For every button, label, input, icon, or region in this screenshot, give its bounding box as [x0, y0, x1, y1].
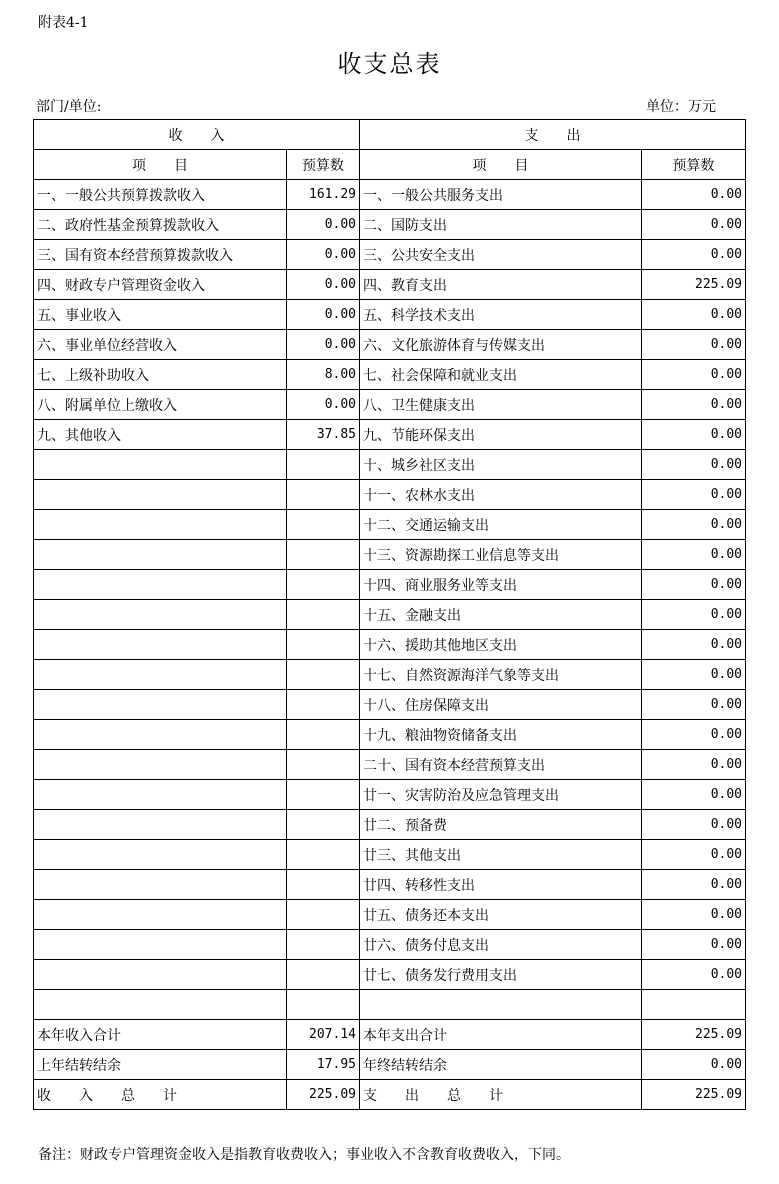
expense-item-cell: 十五、金融支出: [360, 600, 642, 630]
dept-label: 部门/单位:: [36, 99, 102, 115]
unit-label: 单位：万元: [646, 99, 716, 115]
income-value-cell: [287, 720, 360, 750]
expense-value-cell: 0.00: [642, 780, 746, 810]
income-value-cell: 0.00: [287, 210, 360, 240]
blank-row: [34, 990, 746, 1020]
income-value-cell: [287, 450, 360, 480]
income-item-cell: [34, 900, 287, 930]
total-income-value: 207.14: [287, 1020, 360, 1050]
expense-item-cell: 四、教育支出: [360, 270, 642, 300]
income-item-cell: [34, 810, 287, 840]
table-row: [34, 900, 746, 930]
income-value-cell: [287, 750, 360, 780]
table-row: [34, 180, 746, 210]
expense-value-cell: 0.00: [642, 870, 746, 900]
expense-item-cell: 十八、住房保障支出: [360, 690, 642, 720]
expense-item-cell: 十六、援助其他地区支出: [360, 630, 642, 660]
expense-item-cell: 廿七、债务发行费用支出: [360, 960, 642, 990]
expense-value-cell: 0.00: [642, 720, 746, 750]
blank-cell: [287, 990, 360, 1020]
income-item-cell: 四、财政专户管理资金收入: [34, 270, 287, 300]
expense-item-cell: 八、卫生健康支出: [360, 390, 642, 420]
expense-item-cell: 十七、自然资源海洋气象等支出: [360, 660, 642, 690]
income-value-cell: 8.00: [287, 360, 360, 390]
total-row: [34, 1020, 746, 1050]
income-value-cell: [287, 540, 360, 570]
column-header-row: [34, 150, 746, 180]
income-item-cell: 五、事业收入: [34, 300, 287, 330]
expense-value-cell: 0.00: [642, 420, 746, 450]
table-row: [34, 390, 746, 420]
income-value-cell: 0.00: [287, 390, 360, 420]
income-item-header: 项 目: [34, 150, 287, 180]
expense-value-cell: 0.00: [642, 570, 746, 600]
footnote: 备注：财政专户管理资金收入是指教育收费收入；事业收入不含教育收费收入，下同。: [38, 1147, 570, 1163]
expense-value-cell: 0.00: [642, 750, 746, 780]
income-item-cell: [34, 690, 287, 720]
income-item-cell: [34, 870, 287, 900]
income-value-cell: [287, 810, 360, 840]
expense-item-cell: 七、社会保障和就业支出: [360, 360, 642, 390]
table-row: [34, 570, 746, 600]
blank-cell: [34, 990, 287, 1020]
expense-value-cell: 0.00: [642, 240, 746, 270]
income-value-cell: 161.29: [287, 180, 360, 210]
income-item-cell: 八、附属单位上缴收入: [34, 390, 287, 420]
expense-item-cell: 一、一般公共服务支出: [360, 180, 642, 210]
expense-value-cell: 0.00: [642, 390, 746, 420]
total-income-label: 上年结转结余: [34, 1050, 287, 1080]
income-value-cell: [287, 660, 360, 690]
income-value-cell: [287, 930, 360, 960]
table-row: [34, 630, 746, 660]
income-item-cell: [34, 480, 287, 510]
expense-item-cell: 二十、国有资本经营预算支出: [360, 750, 642, 780]
expense-item-cell: 十四、商业服务业等支出: [360, 570, 642, 600]
expense-item-cell: 廿二、预备费: [360, 810, 642, 840]
expense-item-cell: 五、科学技术支出: [360, 300, 642, 330]
income-value-cell: [287, 480, 360, 510]
expense-item-cell: 三、公共安全支出: [360, 240, 642, 270]
table-row: [34, 690, 746, 720]
income-value-cell: [287, 840, 360, 870]
income-value-cell: [287, 780, 360, 810]
expense-item-cell: 十二、交通运输支出: [360, 510, 642, 540]
expense-value-cell: 0.00: [642, 690, 746, 720]
table-row: [34, 240, 746, 270]
income-value-cell: [287, 690, 360, 720]
total-expense-label: 年终结转结余: [360, 1050, 642, 1080]
income-value-cell: [287, 570, 360, 600]
income-item-cell: [34, 840, 287, 870]
table-body: [34, 120, 746, 1110]
page-title: 收支总表: [337, 50, 442, 78]
expense-item-cell: 二、国防支出: [360, 210, 642, 240]
expense-value-cell: 0.00: [642, 450, 746, 480]
expense-item-cell: 十、城乡社区支出: [360, 450, 642, 480]
expense-item-cell: 廿三、其他支出: [360, 840, 642, 870]
expense-value-cell: 0.00: [642, 630, 746, 660]
blank-cell: [642, 990, 746, 1020]
attachment-label: 附表4-1: [38, 15, 89, 31]
table-row: [34, 360, 746, 390]
table-row: [34, 930, 746, 960]
income-item-cell: 六、事业单位经营收入: [34, 330, 287, 360]
expense-value-cell: 0.00: [642, 960, 746, 990]
expense-budget-header: 预算数: [642, 150, 746, 180]
income-item-cell: [34, 570, 287, 600]
table-row: [34, 420, 746, 450]
expense-value-cell: 0.00: [642, 930, 746, 960]
table-row: [34, 510, 746, 540]
expense-value-cell: 0.00: [642, 300, 746, 330]
income-value-cell: [287, 960, 360, 990]
income-value-cell: 0.00: [287, 330, 360, 360]
table-row: [34, 270, 746, 300]
expense-item-cell: 廿五、债务还本支出: [360, 900, 642, 930]
income-item-cell: [34, 750, 287, 780]
expense-value-cell: 0.00: [642, 900, 746, 930]
expense-item-cell: 十一、农林水支出: [360, 480, 642, 510]
expense-value-cell: 0.00: [642, 480, 746, 510]
table-row: [34, 330, 746, 360]
total-income-value: 17.95: [287, 1050, 360, 1080]
blank-cell: [360, 990, 642, 1020]
income-budget-header: 预算数: [287, 150, 360, 180]
table-row: [34, 780, 746, 810]
table-row: [34, 960, 746, 990]
income-item-cell: [34, 930, 287, 960]
income-value-cell: [287, 900, 360, 930]
income-item-cell: [34, 630, 287, 660]
total-income-value: 225.09: [287, 1080, 360, 1110]
section-expense-header: 支 出: [360, 120, 746, 150]
expense-item-cell: 十三、资源勘探工业信息等支出: [360, 540, 642, 570]
expense-item-cell: 九、节能环保支出: [360, 420, 642, 450]
income-value-cell: [287, 510, 360, 540]
income-item-cell: [34, 660, 287, 690]
income-item-cell: 九、其他收入: [34, 420, 287, 450]
table-row: [34, 300, 746, 330]
expense-value-cell: 0.00: [642, 510, 746, 540]
expense-value-cell: 0.00: [642, 600, 746, 630]
income-item-cell: [34, 510, 287, 540]
table-row: [34, 870, 746, 900]
expense-item-cell: 十九、粮油物资储备支出: [360, 720, 642, 750]
total-expense-value: 0.00: [642, 1050, 746, 1080]
budget-summary-table: [33, 119, 746, 1110]
income-item-cell: [34, 960, 287, 990]
table-row: [34, 750, 746, 780]
income-item-cell: 一、一般公共预算拨款收入: [34, 180, 287, 210]
expense-value-cell: 0.00: [642, 810, 746, 840]
table-row: [34, 600, 746, 630]
expense-value-cell: 0.00: [642, 180, 746, 210]
income-item-cell: [34, 540, 287, 570]
section-header-row: [34, 120, 746, 150]
expense-value-cell: 0.00: [642, 540, 746, 570]
expense-value-cell: 0.00: [642, 840, 746, 870]
income-item-cell: 七、上级补助收入: [34, 360, 287, 390]
table-row: [34, 540, 746, 570]
expense-item-cell: 六、文化旅游体育与传媒支出: [360, 330, 642, 360]
income-value-cell: 37.85: [287, 420, 360, 450]
total-income-label: 本年收入合计: [34, 1020, 287, 1050]
income-item-cell: [34, 450, 287, 480]
income-value-cell: [287, 600, 360, 630]
total-row: [34, 1050, 746, 1080]
income-item-cell: [34, 780, 287, 810]
table-row: [34, 210, 746, 240]
expense-value-cell: 0.00: [642, 360, 746, 390]
total-expense-label: 本年支出合计: [360, 1020, 642, 1050]
expense-item-cell: 廿六、债务付息支出: [360, 930, 642, 960]
total-income-label: 收 入 总 计: [34, 1080, 287, 1110]
table-row: [34, 720, 746, 750]
income-value-cell: 0.00: [287, 300, 360, 330]
expense-value-cell: 0.00: [642, 210, 746, 240]
table-row: [34, 840, 746, 870]
income-item-cell: [34, 600, 287, 630]
income-value-cell: 0.00: [287, 240, 360, 270]
table-row: [34, 450, 746, 480]
expense-item-header: 项 目: [360, 150, 642, 180]
expense-item-cell: 廿四、转移性支出: [360, 870, 642, 900]
expense-value-cell: 0.00: [642, 660, 746, 690]
income-item-cell: 三、国有资本经营预算拨款收入: [34, 240, 287, 270]
expense-value-cell: 0.00: [642, 330, 746, 360]
income-value-cell: [287, 870, 360, 900]
total-row: [34, 1080, 746, 1110]
table-row: [34, 660, 746, 690]
expense-value-cell: 225.09: [642, 270, 746, 300]
total-expense-value: 225.09: [642, 1020, 746, 1050]
section-income-header: 收 入: [34, 120, 360, 150]
income-value-cell: 0.00: [287, 270, 360, 300]
table-row: [34, 810, 746, 840]
expense-item-cell: 廿一、灾害防治及应急管理支出: [360, 780, 642, 810]
table-row: [34, 480, 746, 510]
income-item-cell: [34, 720, 287, 750]
total-expense-value: 225.09: [642, 1080, 746, 1110]
income-item-cell: 二、政府性基金预算拨款收入: [34, 210, 287, 240]
income-value-cell: [287, 630, 360, 660]
total-expense-label: 支 出 总 计: [360, 1080, 642, 1110]
